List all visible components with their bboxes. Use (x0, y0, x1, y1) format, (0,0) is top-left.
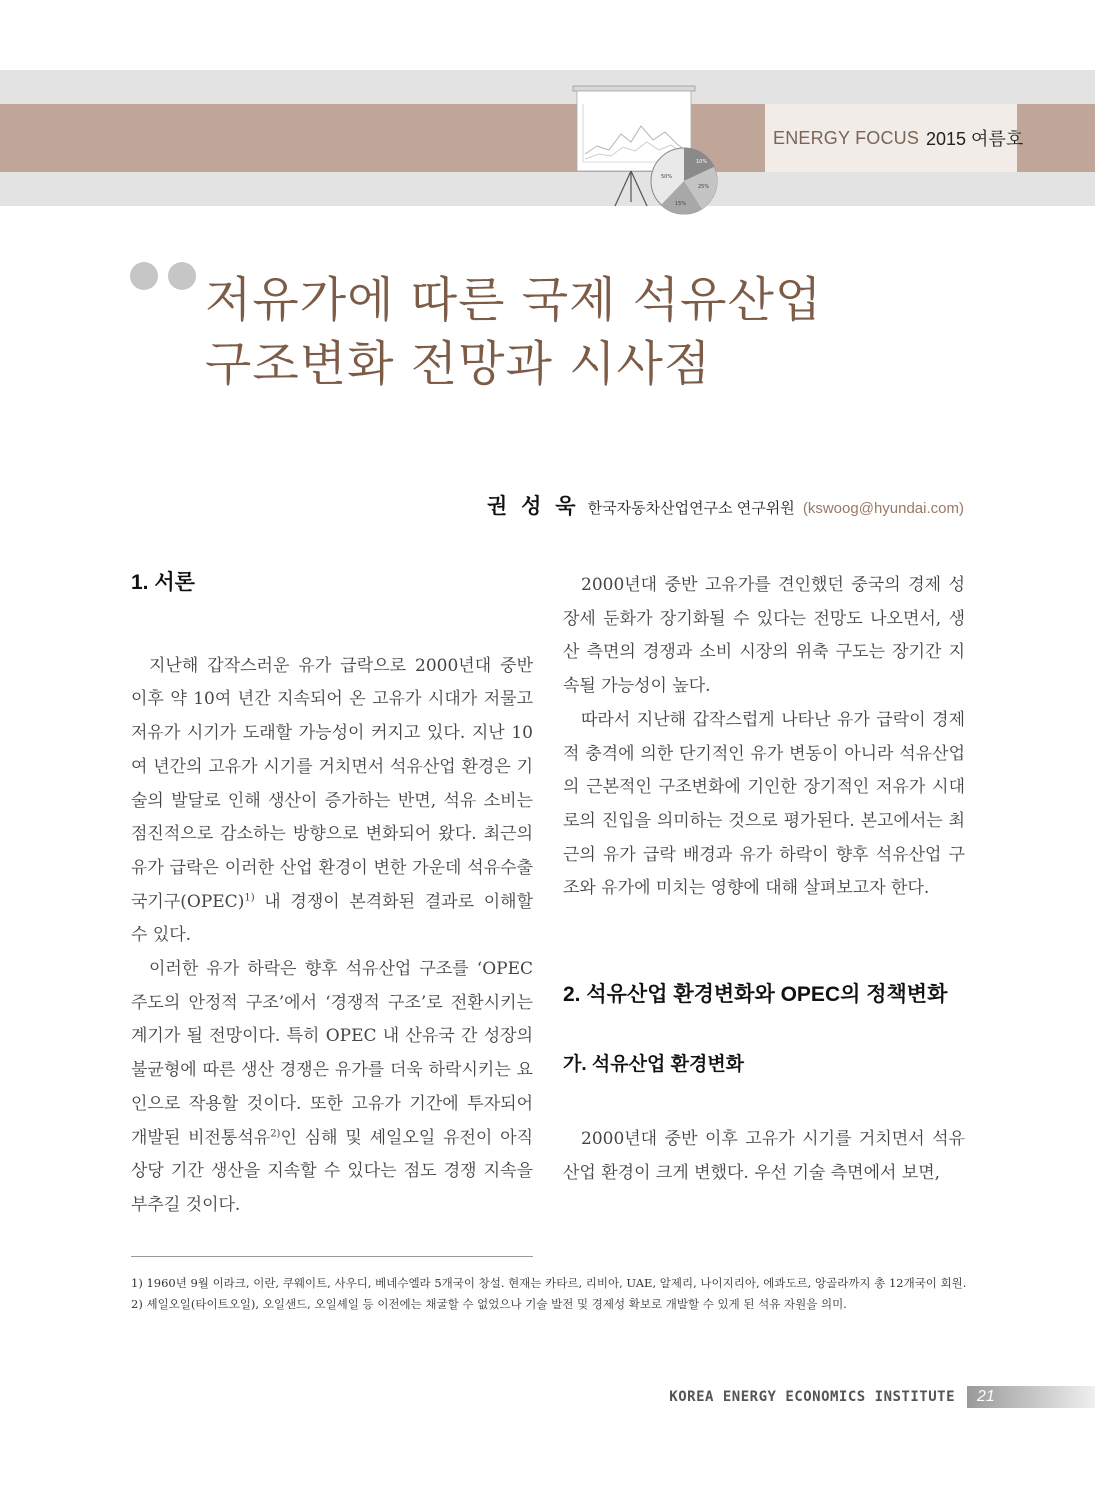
paragraph: 이러한 유가 하락은 향후 석유산업 구조를 ‘OPEC 주도의 안정적 구조’에서 ‘경쟁적 구조’로 전환시키는 계기가 될 전망이다. 특히 OPEC 내 산유국 간 성장의 불균형에 따른 생산 경쟁은 유가를 더욱 하락시키는 요인으로 작용할 것이다. 또한 고유가 기간에 투자되어 개발된 비전통석유$^{2)}$인 심해 및 셰일오일 유전이 아직 상당 기간 생산을 지속할 수 있다는 점도 경쟁 지속을 부추길 것이다. (131, 959, 533, 1215)
header-tab (765, 104, 1024, 172)
section-1-heading: 1. 서론 (131, 571, 195, 594)
column-left (131, 566, 533, 1223)
paragraph: 2000년대 중반 고유가를 견인했던 중국의 경제 성장세 둔화가 장기화될 수 있다는 전망도 나오면서, 생산 측면의 경쟁과 소비 시장의 위축 구도는 장기간 지속될 가능성이 높다. (563, 575, 965, 697)
paragraph: 2000년대 중반 이후 고유가 시기를 거치면서 석유산업 환경이 크게 변했다. 우선 기술 측면에서 보면, (563, 1129, 965, 1184)
presentation-chart-illustration (565, 84, 730, 219)
author-name: 권 성 욱 (486, 495, 580, 518)
institute-name: KOREA ENERGY ECONOMICS INSTITUTE (669, 1389, 955, 1405)
footnote-ref-1: 1) (244, 891, 255, 903)
footnotes (131, 1273, 966, 1315)
issue-label: 2015 여름호 (926, 129, 1024, 149)
article-title (205, 268, 822, 396)
section-2a-heading: 가. 석유산업 환경변화 (563, 1053, 745, 1075)
page-footer (669, 1386, 1095, 1408)
section-label: ENERGY FOCUS (773, 127, 920, 148)
paragraph: 지난해 갑작스러운 유가 급락으로 2000년대 중반 이후 약 10여 년간 지속되어 온 고유가 시대가 저물고 저유가 시기가 도래할 가능성이 커지고 있다. 지난 10여 년간의 고유가 시기를 거치면서 석유산업 환경은 기술의 발달로 인해 생산이 증가하는 반면, 석유 소비는 점진적으로 감소하는 방향으로 변화되어 왔다. 최근의 유가 급락은 이러한 산업 환경이 변한 가운데 석유수출국기구(OPEC)$^{1)}$ 내 경쟁이 본격화된 결과로 이해할 수 있다. (131, 655, 533, 946)
title-line-2: 구조변화 전망과 시사점 (205, 336, 712, 392)
pie-label-50: 50% (661, 174, 673, 180)
paragraph: 따라서 지난해 갑작스럽게 나타난 유가 급락이 경제적 충격에 의한 단기적인 유가 변동이 아니라 석유산업의 근본적인 구조변화에 기인한 장기적인 저유가 시대로의 진입을 의미하는 것으로 평가된다. 본고에서는 최근의 유가 급락 배경과 유가 하락이 향후 석유산업 구조와 유가에 미치는 영향에 대해 살펴보고자 한다. (563, 709, 965, 899)
pie-label-25: 25% (698, 184, 710, 190)
pie-label-15: 15% (675, 201, 687, 207)
page-number: 21 (967, 1386, 1095, 1408)
title-line-1: 저유가에 따른 국제 석유산업 (205, 272, 823, 328)
author-email: (kswoog@hyundai.com) (802, 500, 964, 517)
header-band-bottom (0, 172, 1095, 206)
footnote-2: 2) 셰일오일(타이트오일), 오일샌드, 오일셰일 등 이전에는 채굴할 수 없었으나 기술 발전 및 경제성 확보로 개발할 수 있게 된 석유 자원을 의미. (131, 1297, 847, 1311)
author-affiliation: 한국자동차산업연구소 연구위원 (587, 500, 795, 517)
author-line (487, 490, 964, 520)
header-band-top (0, 70, 1095, 104)
column-right (563, 569, 965, 1191)
footnote-ref-2: 2) (270, 1127, 281, 1139)
section-2-heading: 2. 석유산업 환경변화와 OPEC의 정책변화 (563, 983, 948, 1007)
footnote-1: 1) 1960년 9월 이라크, 이란, 쿠웨이트, 사우디, 베네수엘라 5개국이 창설. 현재는 카타르, 리비아, UAE, 알제리, 나이지리아, 에콰도르, 앙골라까지 총 12개국이 회원. (131, 1276, 967, 1290)
pie-label-10: 10% (696, 159, 708, 165)
footnote-divider (131, 1256, 533, 1257)
title-bullet-dots (130, 262, 206, 294)
